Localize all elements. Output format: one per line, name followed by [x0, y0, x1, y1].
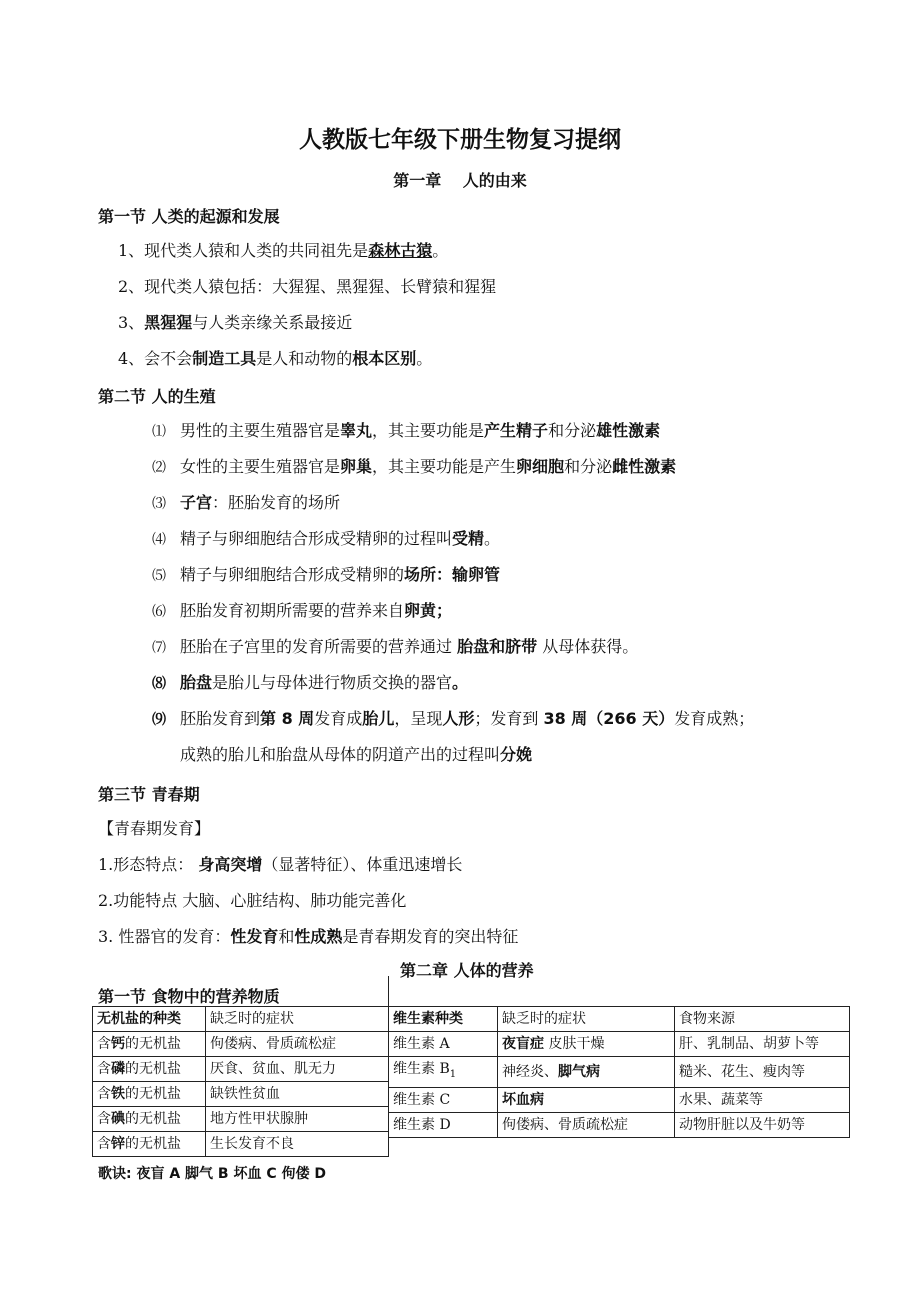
- item-number: ⑺: [152, 640, 166, 656]
- text: 。: [416, 349, 433, 368]
- food-cell: 肝、乳制品、胡萝卜等: [675, 1032, 850, 1057]
- vitamin-cell: [389, 1032, 498, 1057]
- table-row: [93, 1082, 389, 1107]
- text: 精子与卵细胞结合形成受精卵的: [180, 565, 405, 584]
- mineral-cell: [93, 1082, 206, 1107]
- key-term: 制造工具: [192, 349, 257, 368]
- food-cell: 动物肝脏以及牛奶等: [675, 1112, 850, 1137]
- sec1-point-4: [118, 348, 432, 370]
- item-number: ⑵: [152, 460, 166, 476]
- header-cell: 无机盐的种类: [93, 1007, 206, 1032]
- key-term: 磷: [111, 1061, 125, 1077]
- key-term: 胎盘: [180, 673, 213, 692]
- text: 1.形态特点：: [98, 855, 199, 874]
- text: 胚胎发育初期所需要的营养来自: [180, 601, 405, 620]
- puberty-point-3: [98, 926, 518, 948]
- text: 神经炎、: [502, 1063, 558, 1080]
- key-term: 分娩: [500, 745, 533, 764]
- key-term: 锌: [111, 1136, 125, 1152]
- mineral-cell: [93, 1057, 206, 1082]
- section-3-heading: 第三节 青春期: [98, 785, 200, 804]
- puberty-heading: 【青春期发育】: [98, 819, 211, 838]
- vitamin-cell: [389, 1057, 498, 1088]
- text: 胚胎在子宫里的发育所需要的营养通过: [180, 637, 458, 656]
- text: 的无机盐: [125, 1111, 181, 1127]
- text: 佝偻病、骨质疏松症: [502, 1116, 628, 1133]
- sec2-item-5: [152, 564, 500, 587]
- text: 女性的主要生殖器官是: [180, 457, 341, 476]
- key-term: 子宫: [180, 493, 213, 512]
- table-header-row: [389, 1007, 850, 1032]
- sec2-item-9: [152, 708, 754, 731]
- section-1-heading: 第一节 人类的起源和发展: [98, 207, 280, 226]
- mineral-cell: [93, 1107, 206, 1132]
- text: 和: [278, 927, 295, 946]
- table-row: [389, 1112, 850, 1137]
- text: 维生素 A: [393, 1036, 450, 1052]
- text: 发育成: [314, 709, 363, 728]
- key-term: 身高突增: [198, 855, 263, 874]
- key-term: 夜盲症: [502, 1036, 544, 1052]
- puberty-point-2: 2.功能特点 大脑、心脏结构、肺功能完善化: [98, 891, 407, 910]
- symptom-cell: [498, 1087, 675, 1112]
- text: 的无机盐: [125, 1061, 181, 1077]
- text: 3. 性器官的发育：: [98, 927, 231, 946]
- sec2-item-7: [152, 636, 638, 659]
- text: ；发育到: [474, 709, 544, 728]
- page-title: 人教版七年级下册生物复习提纲: [299, 127, 621, 153]
- table-row: [389, 1032, 850, 1057]
- key-term: 人形: [442, 709, 475, 728]
- text: 和分泌: [548, 421, 597, 440]
- key-term: 卵细胞: [516, 457, 565, 476]
- symptom-cell: [498, 1057, 675, 1088]
- sec2-item-9-cont: [180, 744, 532, 766]
- puberty-point-1: [98, 854, 462, 876]
- symptom-cell: [498, 1032, 675, 1057]
- column-divider: [388, 976, 389, 1006]
- text: 维生素 C: [393, 1091, 451, 1108]
- text: 是胎儿与母体进行物质交换的器官: [212, 673, 453, 692]
- key-term: 脚气病: [558, 1063, 600, 1080]
- text: 的无机盐: [125, 1036, 181, 1052]
- text: 。: [432, 241, 449, 260]
- text: 男性的主要生殖器官是: [180, 421, 341, 440]
- text: 维生素 D: [393, 1116, 451, 1133]
- key-term: 根本区别: [352, 349, 417, 368]
- vitamin-cell: [389, 1087, 498, 1112]
- text: 1、现代类人猿和人类的共同祖先是: [118, 241, 369, 260]
- text: ：胚胎发育的场所: [212, 493, 341, 512]
- sec2-item-1: [152, 420, 660, 443]
- key-term: 性发育: [230, 927, 279, 946]
- minerals-table: [92, 1006, 389, 1157]
- key-term: 睾丸: [340, 421, 373, 440]
- table-row: [93, 1107, 389, 1132]
- key-term: 场所：输卵管: [404, 565, 501, 584]
- table-row: [389, 1087, 850, 1112]
- key-term: 卵巢: [340, 457, 373, 476]
- text: 含: [97, 1086, 111, 1102]
- header-cell: 缺乏时的症状: [206, 1007, 389, 1032]
- text: 是青春期发育的突出特征: [342, 927, 519, 946]
- subscript: 1: [449, 1068, 457, 1080]
- sec1-point-2: 2、现代类人猿包括：大猩猩、黑猩猩、长臂猿和猩猩: [118, 277, 497, 296]
- table-row: [93, 1132, 389, 1157]
- symptom-cell: 厌食、贫血、肌无力: [206, 1057, 389, 1082]
- text: 成熟的胎儿和胎盘从母体的阴道产出的过程叫: [180, 745, 501, 764]
- text: 的无机盐: [125, 1136, 181, 1152]
- mineral-cell: [93, 1132, 206, 1157]
- sec2-item-8: [152, 672, 468, 695]
- text: （显著特征）、体重迅速增长: [262, 855, 463, 874]
- text: 含: [97, 1136, 111, 1152]
- text: 4、会不会: [118, 349, 193, 368]
- key-term: 胎盘和脐带: [457, 637, 538, 656]
- symptom-cell: 佝偻病、骨质疏松症: [206, 1032, 389, 1057]
- key-term: 雌性激素: [612, 457, 677, 476]
- symptom-cell: 地方性甲状腺肿: [206, 1107, 389, 1132]
- text: 是人和动物的: [256, 349, 353, 368]
- table-row: [389, 1057, 850, 1088]
- food-cell: 糙米、花生、瘦肉等: [675, 1057, 850, 1088]
- key-term: 雄性激素: [596, 421, 661, 440]
- key-term: 38 周（266 天）: [543, 709, 675, 728]
- text: 与人类亲缘关系最接近: [192, 313, 353, 332]
- text: ，其主要功能是: [372, 421, 485, 440]
- text: 精子与卵细胞结合形成受精卵的过程叫: [180, 529, 453, 548]
- chapter-1-heading: 第一章 人的由来: [393, 171, 527, 190]
- mineral-cell: [93, 1032, 206, 1057]
- item-number: ⑸: [152, 568, 166, 584]
- item-number: ⑹: [152, 604, 166, 620]
- text: 。: [484, 529, 501, 548]
- symptom-cell: 生长发育不良: [206, 1132, 389, 1157]
- item-number: ⑻: [152, 676, 166, 692]
- header-cell: 食物来源: [675, 1007, 850, 1032]
- symptom-cell: [498, 1112, 675, 1137]
- section-2-heading: 第二节 人的生殖: [98, 387, 216, 406]
- symptom-cell: 缺铁性贫血: [206, 1082, 389, 1107]
- sec2-item-6: [152, 600, 452, 623]
- text: 和分泌: [564, 457, 613, 476]
- text: ，其主要功能是产生: [372, 457, 517, 476]
- text: 。: [452, 673, 469, 692]
- header-cell: 维生素种类: [389, 1007, 498, 1032]
- key-term: 铁: [111, 1086, 125, 1102]
- text: 的无机盐: [125, 1086, 181, 1102]
- text: 含: [97, 1111, 111, 1127]
- sec1-point-3: [118, 312, 352, 334]
- key-term: 坏血病: [502, 1091, 544, 1108]
- sec1-point-1: [118, 240, 448, 262]
- key-term: 碘: [111, 1111, 125, 1127]
- table-row: [93, 1032, 389, 1057]
- text: 含: [97, 1036, 111, 1052]
- item-number: ⑷: [152, 532, 166, 548]
- key-term: 钙: [111, 1036, 125, 1052]
- sec2-item-4: [152, 528, 500, 551]
- food-cell: 水果、蔬菜等: [675, 1087, 850, 1112]
- item-number: ⑼: [152, 712, 166, 728]
- mnemonic: 歌诀: 夜盲 A 脚气 B 坏血 C 佝偻 D: [98, 1166, 326, 1182]
- sec2-item-2: [152, 456, 676, 479]
- text: ，呈现: [394, 709, 443, 728]
- key-term: 性成熟: [294, 927, 343, 946]
- text: 3、: [118, 313, 145, 332]
- key-term: 胎儿: [362, 709, 395, 728]
- vitamin-cell: [389, 1112, 498, 1137]
- item-number: ⑴: [152, 424, 166, 440]
- key-term: 受精: [452, 529, 485, 548]
- text: 发育成熟；: [674, 709, 755, 728]
- key-term: 卵黄；: [404, 601, 453, 620]
- table-row: [93, 1057, 389, 1082]
- section-4-heading: 第一节 食物中的营养物质: [98, 987, 280, 1006]
- header-cell: 缺乏时的症状: [498, 1007, 675, 1032]
- text: 皮肤干燥: [544, 1036, 605, 1052]
- key-term: 森林古猿: [368, 241, 433, 260]
- chapter-2-heading: 第二章 人体的营养: [400, 961, 534, 980]
- vitamins-table: [388, 1006, 850, 1138]
- key-term: 产生精子: [484, 421, 549, 440]
- text: 维生素 B: [393, 1061, 450, 1077]
- text: 胚胎发育到: [180, 709, 261, 728]
- text: 含: [97, 1061, 111, 1077]
- item-number: ⑶: [152, 496, 166, 512]
- table-header-row: [93, 1007, 389, 1032]
- key-term: 第 8 周: [260, 709, 315, 728]
- sec2-item-3: [152, 492, 340, 515]
- key-term: 黑猩猩: [144, 313, 193, 332]
- text: 从母体获得。: [537, 637, 639, 656]
